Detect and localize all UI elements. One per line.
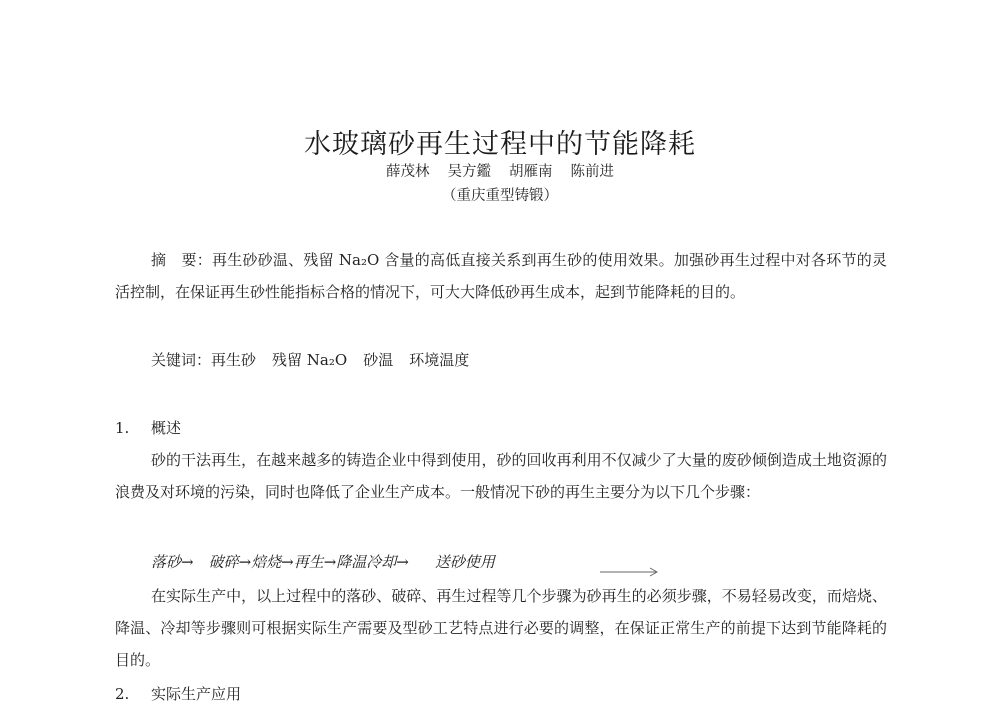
author-name: 吴方鑑	[447, 164, 491, 180]
author-name: 薛茂林	[386, 164, 430, 180]
arrow-icon	[600, 566, 660, 578]
abstract	[115, 244, 887, 308]
keywords-label: 关键词：	[151, 351, 212, 369]
author-list	[0, 160, 1000, 181]
section-number: 1.	[115, 419, 130, 437]
author-name: 胡雁南	[509, 164, 553, 180]
section-paragraph	[115, 580, 887, 676]
paper-title: 水玻璃砂再生过程中的节能降耗	[304, 129, 696, 160]
process-flow	[151, 548, 495, 576]
section-number: 2.	[115, 685, 130, 703]
process-flow-steps: 落砂→ 破碎→焙烧→再生→降温冷却→	[151, 553, 409, 571]
paragraph-text: 在实际生产中，以上过程中的落砂、破碎、再生过程等几个步骤为砂再生的必须步骤，不易轻易改变，而焙烧、降温、冷却等步骤则可根据实际生产需要及型砂工艺特点进行必要的调整，在保证正常生产的前提下达到节能降耗的目的。	[115, 587, 887, 669]
process-flow-last-step: 送砂使用	[434, 553, 495, 571]
keyword-item: 残留 Na₂O	[272, 351, 348, 369]
abstract-text: 摘 要：再生砂砂温、残留 Na₂O 含量的高低直接关系到再生砂的使用效果。加强砂再生过程中对各环节的灵活控制，在保证再生砂性能指标合格的情况下，可大大降低砂再生成本，起到节能降耗的目的。	[115, 251, 887, 301]
keywords	[151, 344, 485, 376]
section-title: 概述	[151, 419, 182, 437]
affiliation: （重庆重型铸锻）	[442, 188, 558, 204]
paragraph-text: 砂的干法再生，在越来越多的铸造企业中得到使用，砂的回收再利用不仅减少了大量的废砂倾倒造成土地资源的浪费及对环境的污染，同时也降低了企业生产成本。一般情况下砂的再生主要分为以下几个步骤：	[115, 451, 887, 501]
keyword-item: 砂温	[363, 351, 394, 369]
keyword-item: 再生砂	[211, 351, 257, 369]
section-heading	[115, 412, 181, 444]
section-title: 实际生产应用	[151, 685, 242, 703]
keyword-item: 环境温度	[409, 351, 470, 369]
section-heading	[115, 678, 241, 710]
author-name: 陈前进	[570, 164, 614, 180]
section-paragraph	[115, 444, 887, 508]
